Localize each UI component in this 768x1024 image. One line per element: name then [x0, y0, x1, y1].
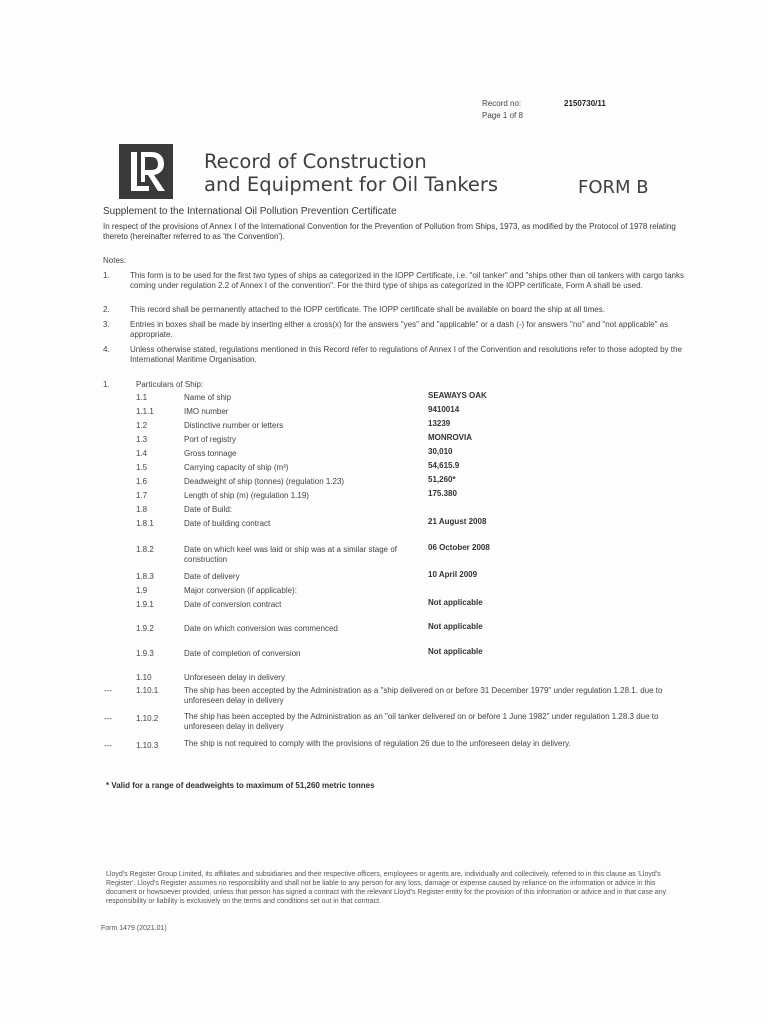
note-text: Entries in boxes shall be made by inserting either a cross(x) for the answers "yes" and "applicable" or a dash (-) for answers "no" and "not applicable" as appropriate. — [130, 320, 669, 339]
item-label: Gross tonnage — [184, 449, 237, 458]
item-label: Date of Build: — [184, 505, 233, 514]
form-number: Form 1479 (2021.01) — [101, 925, 167, 932]
item-label: Distinctive number or letters — [184, 421, 284, 430]
item-value: 13239 — [428, 419, 451, 428]
note-number: 1. — [103, 271, 110, 280]
item-value: 9410014 — [428, 405, 460, 414]
record-no-value: 2150730/11 — [564, 99, 606, 108]
item-value: Not applicable — [428, 622, 483, 631]
item-number: 1.7 — [136, 491, 148, 500]
document-title — [204, 150, 498, 196]
lr-logo — [119, 144, 173, 199]
item-label: Date of delivery — [184, 572, 240, 581]
item-value: 10 April 2009 — [428, 570, 478, 579]
title-line-2: and Equipment for Oil Tankers — [204, 173, 499, 196]
subtitle: Supplement to the International Oil Pollution Prevention Certificate — [103, 206, 397, 217]
item-number: 1.9 — [136, 586, 148, 595]
item-value: 21 August 2008 — [428, 517, 487, 526]
item-label: Date on which keel was laid or ship was at a similar stage of construction — [184, 545, 397, 564]
item-number: 1.9.3 — [136, 649, 154, 658]
item-number: 1.10 — [136, 673, 152, 682]
item-label: Name of ship — [184, 393, 232, 402]
section-number: 1. — [103, 380, 110, 389]
item-label: IMO number — [184, 407, 229, 416]
item-value: Not applicable — [428, 598, 483, 607]
note-number: 3. — [103, 320, 110, 329]
item-value: 06 October 2008 — [428, 543, 490, 552]
item-number: 1.8.1 — [136, 519, 154, 528]
item-value: Not applicable — [428, 647, 483, 656]
dash-mark: --- — [104, 686, 112, 695]
item-label: Carrying capacity of ship (m³) — [184, 463, 289, 472]
item-number: 1.3 — [136, 435, 148, 444]
item-number: 1.2 — [136, 421, 148, 430]
item-number: 1.1.1 — [136, 407, 154, 416]
item-value: 51,260* — [428, 475, 456, 484]
validity-note: * Valid for a range of deadweights to maximum of 51,260 metric tonnes — [106, 781, 375, 790]
item-label: Date on which conversion was commenced — [184, 624, 338, 633]
disclaimer: Lloyd's Register Group Limited, its affiliates and subsidiaries and their respective officers, employees or agents are, individually and collectively, referred to in this clause as 'Lloyd's Register'. Lloyd's Register assumes no responsibility and shall not be liable to any person for any loss, damage or expense caused by reliance on the information or advice in this document or howsoever provided, unless that person has signed a contract with the relevant Lloyd's Register entity for the provision of this information or advice and in that case any responsibility or liability is exclusively on the terms and conditions set out in that contract. — [106, 871, 667, 905]
item-number: 1.9.1 — [136, 600, 154, 609]
item-number: 1.4 — [136, 449, 148, 458]
page-indicator: Page 1 of 8 — [482, 111, 523, 120]
item-label: Major conversion (if applicable): — [184, 586, 297, 595]
item-label: Unforeseen delay in delivery — [184, 673, 285, 682]
item-text: The ship has been accepted by the Administration as an "oil tanker delivered on or before 1 June 1982" under regulation 1.28.3 due to unforeseen delay in delivery — [184, 712, 659, 731]
item-label: Date of conversion contract — [184, 600, 282, 609]
item-label: Port of registry — [184, 435, 237, 444]
note-number: 4. — [103, 345, 110, 354]
item-number: 1.8 — [136, 505, 148, 514]
item-number: 1.9.2 — [136, 624, 154, 633]
item-value: 54,615.9 — [428, 461, 460, 470]
item-number: 1.6 — [136, 477, 148, 486]
note-text: This record shall be permanently attached to the IOPP certificate. The IOPP certificate shall be available on board the ship at all times. — [130, 305, 605, 314]
item-text: The ship is not required to comply with the provisions of regulation 26 due to the unforeseen delay in delivery. — [184, 739, 571, 748]
note-number: 2. — [103, 305, 110, 314]
item-label: Date of completion of conversion — [184, 649, 301, 658]
item-number: 1.8.3 — [136, 572, 154, 581]
section-label: Particulars of Ship: — [136, 380, 204, 389]
item-value: SEAWAYS OAK — [428, 391, 487, 400]
note-text: This form is to be used for the first two types of ships as categorized in the IOPP Certificate, i.e. "oil tanker" and "ships other than oil tankers with cargo tanks coming under regulation 2.2 of Annex I of the convention". For the third type of ships as categorized in the IOPP certificate, Form A shall be used. — [130, 271, 684, 290]
item-number: 1.10.1 — [136, 686, 159, 695]
item-value: MONROVIA — [428, 433, 472, 442]
title-line-1: Record of Construction — [204, 150, 427, 173]
item-number: 1.10.2 — [136, 714, 159, 723]
item-text: The ship has been accepted by the Administration as a "ship delivered on or before 31 December 1979" under regulation 1.28.1. due to unforeseen delay in delivery — [184, 686, 663, 705]
item-label: Deadweight of ship (tonnes) (regulation 1.23) — [184, 477, 345, 486]
item-label: Date of building contract — [184, 519, 271, 528]
intro-paragraph: In respect of the provisions of Annex I of the International Convention for the Prevention of Pollution from Ships, 1973, as modified by the Protocol of 1978 relating thereto (hereinafter referred to as 'the Convention'). — [103, 222, 676, 241]
notes-label: Notes: — [103, 256, 127, 265]
item-number: 1.5 — [136, 463, 148, 472]
item-value: 175.380 — [428, 489, 457, 498]
note-text: Unless otherwise stated, regulations mentioned in this Record refer to regulations of Annex I of the Convention and resolutions refer to those adopted by the International Maritime Organisation. — [130, 345, 682, 364]
item-number: 1.8.2 — [136, 545, 154, 554]
dash-mark: --- — [104, 741, 112, 750]
item-value: 30,010 — [428, 447, 453, 456]
record-no-label: Record no: — [482, 99, 522, 108]
item-number: 1.10.3 — [136, 741, 159, 750]
dash-mark: --- — [104, 714, 112, 723]
item-number: 1.1 — [136, 393, 148, 402]
form-label: FORM B — [578, 177, 649, 198]
item-label: Length of ship (m) (regulation 1.19) — [184, 491, 309, 500]
